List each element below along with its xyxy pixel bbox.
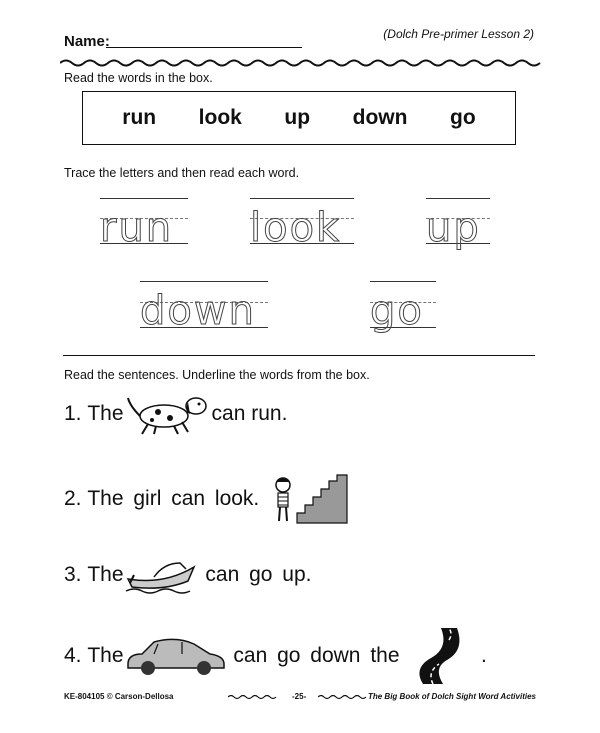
- footer-wavy-right: [318, 693, 370, 701]
- lesson-title: (Dolch Pre-primer Lesson 2): [383, 27, 534, 41]
- word-up: up: [284, 106, 311, 129]
- footer-wavy-left: [228, 693, 280, 701]
- trace-word-go[interactable]: go: [370, 288, 424, 334]
- road-picture: [405, 628, 469, 684]
- sentence-text: can run.: [211, 402, 288, 425]
- trace-word-run[interactable]: run: [100, 205, 174, 251]
- sentence-text: The girl can look.: [87, 487, 260, 510]
- guide-line-top: [426, 198, 490, 199]
- sentence-1: [64, 392, 287, 436]
- sentence-text: The: [87, 563, 124, 586]
- footer-book-title: The Big Book of Dolch Sight Word Activities: [367, 692, 536, 701]
- word-look: look: [198, 106, 242, 129]
- sentence-text: .: [481, 644, 487, 667]
- sentence-3: [64, 553, 311, 597]
- trace-word-up[interactable]: up: [426, 205, 481, 251]
- sentence-number: 3.: [64, 563, 82, 586]
- name-line[interactable]: [106, 47, 302, 48]
- name-label: Name:: [64, 33, 110, 50]
- sentence-number: 4.: [64, 644, 82, 667]
- sentence-text: can go down the: [233, 644, 400, 667]
- footer-page-number: -25-: [292, 692, 307, 701]
- section-divider: [63, 355, 535, 356]
- guide-line-top: [370, 281, 436, 282]
- trace-word-down[interactable]: down: [140, 288, 256, 334]
- sentence-text: The: [87, 402, 124, 425]
- guide-line-top: [100, 198, 188, 199]
- word-run: run: [122, 106, 157, 129]
- car-picture: [124, 634, 228, 678]
- guide-line-top: [140, 281, 268, 282]
- sentence-text: The: [87, 644, 124, 667]
- sentence-number: 1.: [64, 402, 82, 425]
- sentence-number: 2.: [64, 487, 82, 510]
- trace-word-look[interactable]: look: [250, 205, 342, 251]
- boat-picture: [124, 553, 200, 597]
- word-box: [82, 91, 516, 145]
- instruction-underline: Read the sentences. Underline the words from the box.: [64, 368, 370, 382]
- sentence-4: [64, 628, 487, 684]
- sentence-2: [64, 474, 349, 524]
- word-down: down: [352, 106, 408, 129]
- instruction-trace: Trace the letters and then read each word.: [64, 166, 300, 180]
- dog-picture: [124, 392, 212, 436]
- instruction-read-words: Read the words in the box.: [64, 71, 213, 85]
- sentence-text: can go up.: [205, 563, 312, 586]
- guide-line-top: [250, 198, 354, 199]
- girl-stairs-picture: [271, 473, 349, 525]
- decorative-wavy-border: [60, 56, 542, 70]
- word-go: go: [450, 106, 476, 129]
- footer-copyright: KE-804105 © Carson-Dellosa: [64, 692, 174, 701]
